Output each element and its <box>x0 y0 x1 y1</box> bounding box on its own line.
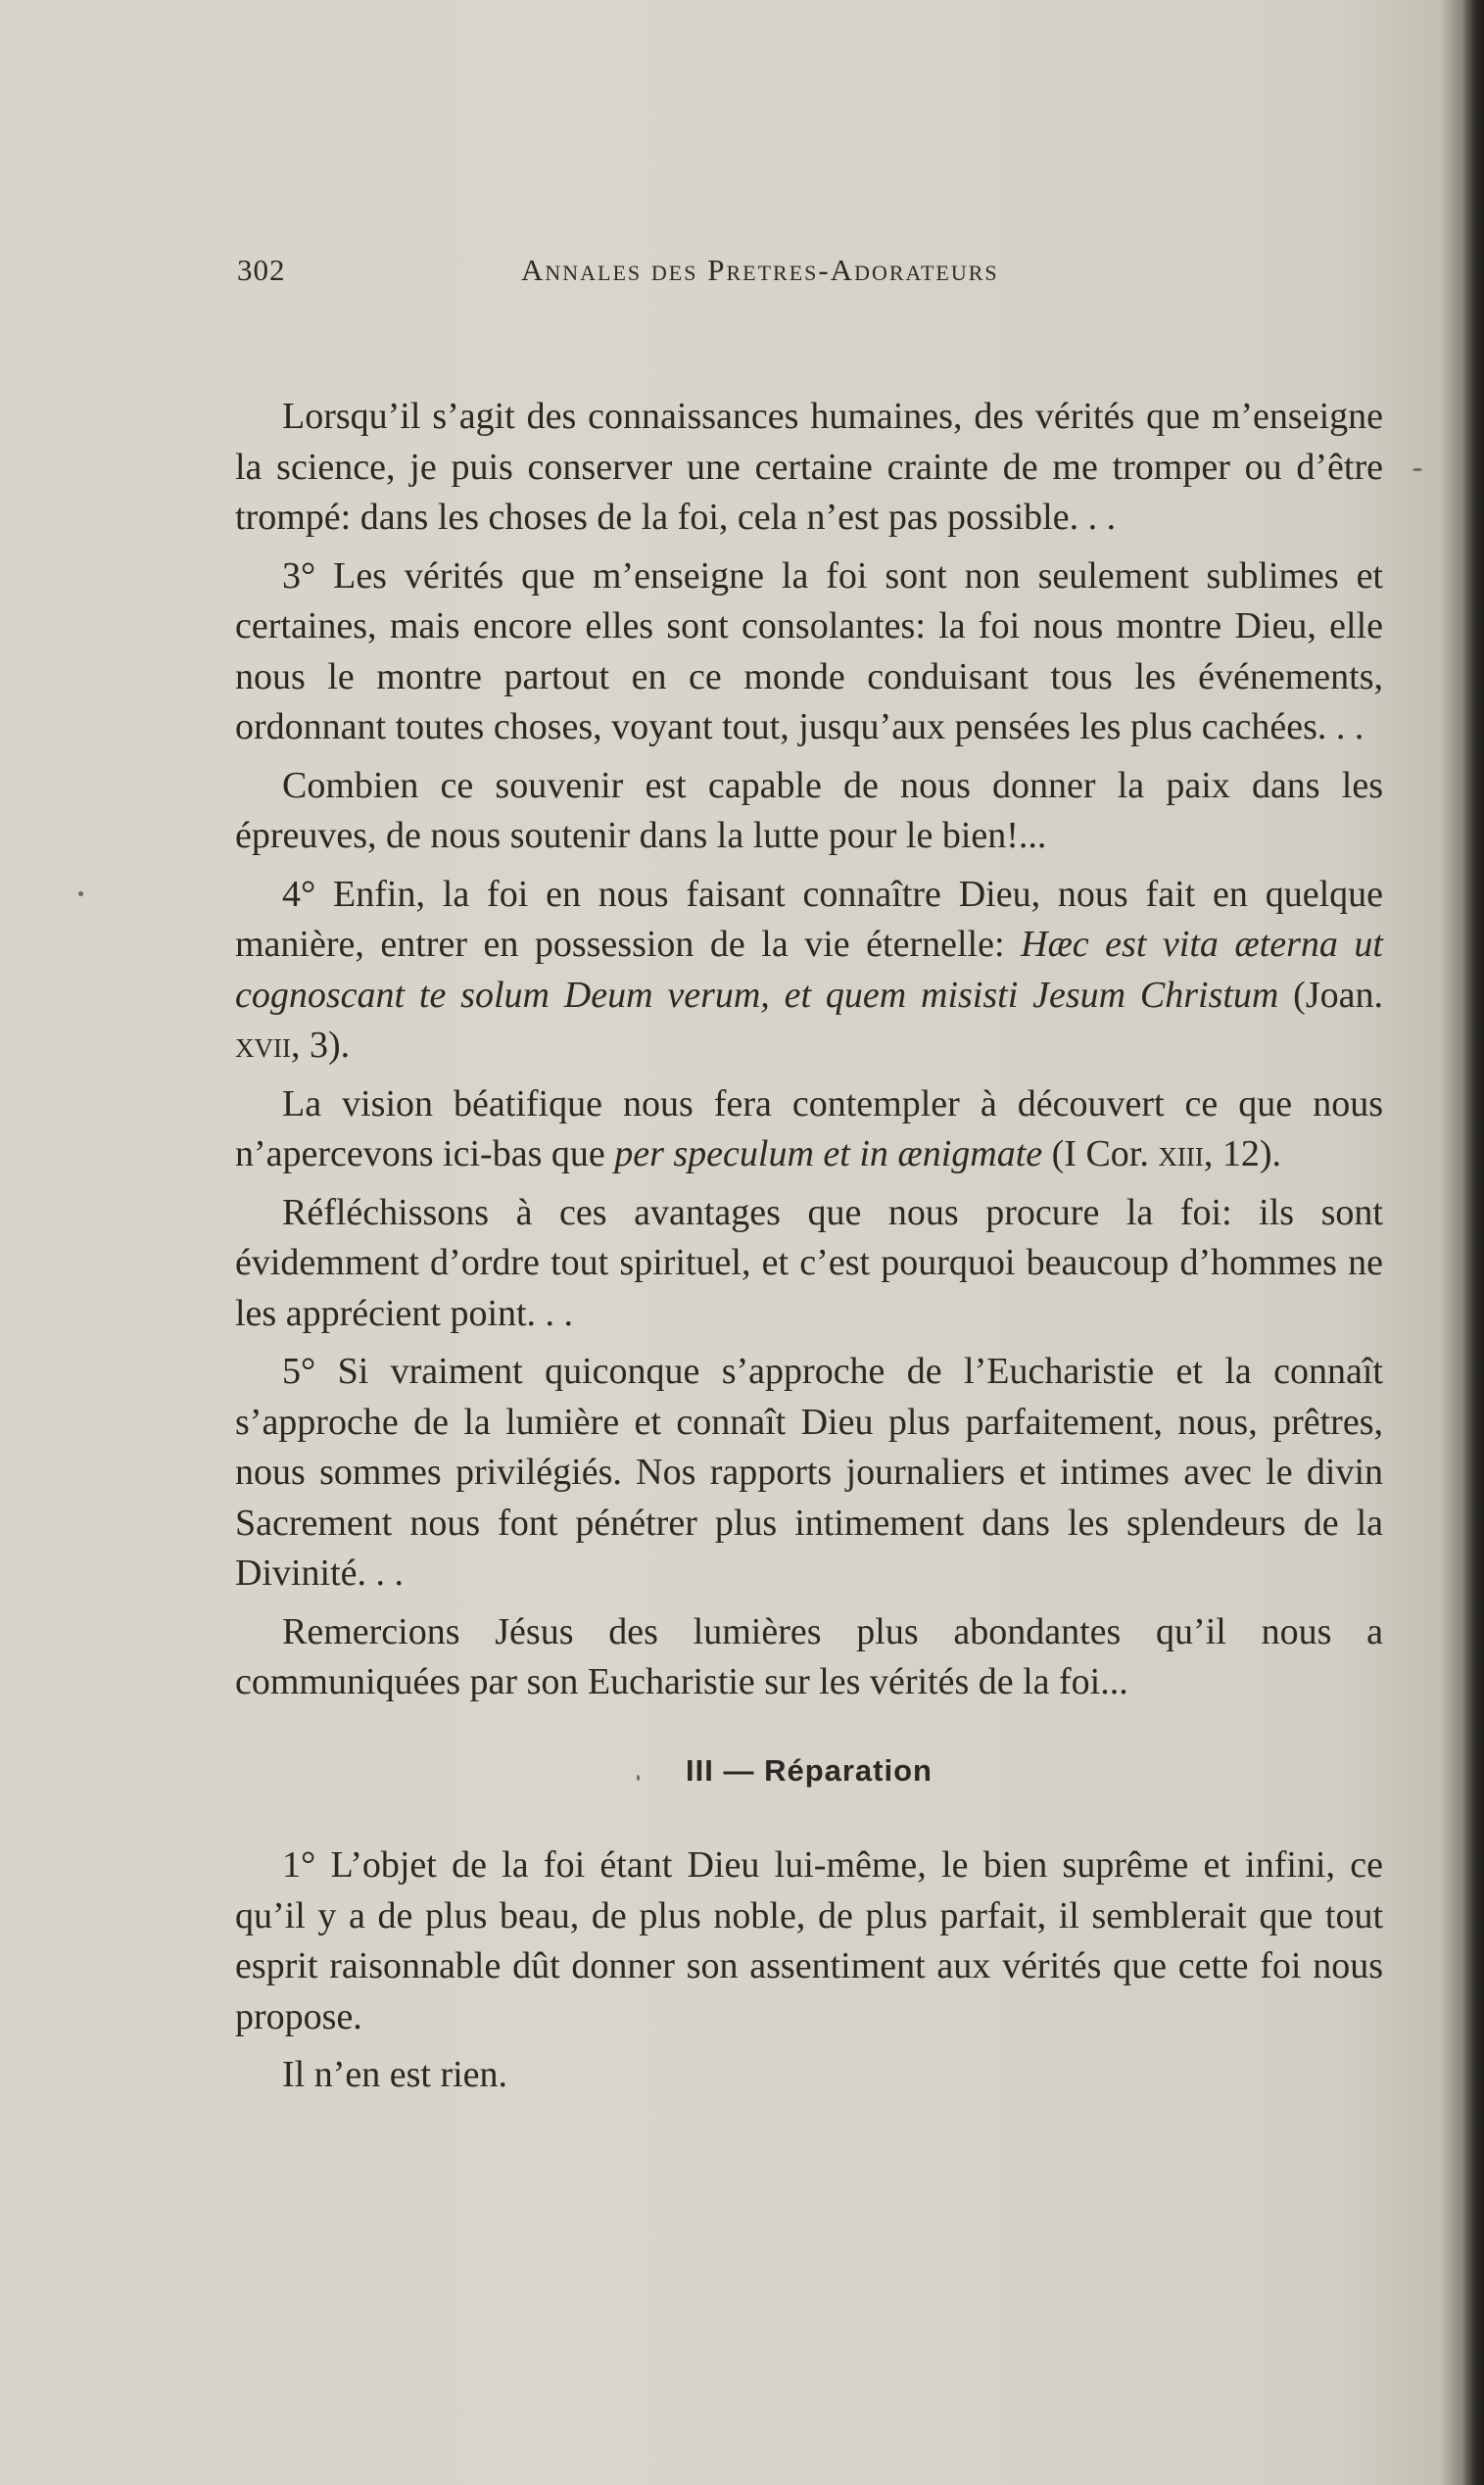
text-run: 4° Enfin, la foi en nous faisant connaître Dieu, nous fait en quelque manière, entrer en possession de la vie éternelle: <box>235 873 1383 965</box>
paragraph: Remercions Jésus des lumières plus abondantes qu’il nous a communiquées par son Eucharistie sur les vérités de la foi... <box>235 1610 1383 1702</box>
chapter-ref: xvii <box>235 1025 291 1066</box>
body-text <box>235 392 1383 2109</box>
text-run: (Joan. <box>1278 974 1383 1016</box>
page-header <box>237 253 1383 296</box>
paragraph: Lorsqu’il s’agit des connaissances humaines, des vérités que m’enseigne la science, je puis conserver une certaine crainte de me tromper ou d’être trompé: dans les choses de la foi, cela n’est pas possible. . . <box>235 396 1383 538</box>
running-title: Annales des Pretres-Adorateurs <box>521 253 999 287</box>
paper-speck <box>78 891 83 896</box>
text-run: La vision béatifique nous fera contempler à découvert ce que nous n’apercevons ici-bas que <box>235 1082 1383 1174</box>
paragraph <box>235 870 1383 1072</box>
page-number: 302 <box>237 253 286 287</box>
chapter-ref: xiii <box>1158 1133 1204 1174</box>
paragraph: Combien ce souvenir est capable de nous donner la paix dans les épreuves, de nous soutenir dans la lutte pour le bien!... <box>235 764 1383 856</box>
text-run: , 3). <box>290 1025 351 1066</box>
paragraph: 3° Les vérités que m’enseigne la foi sont non seulement sublimes et certaines, mais encore elles sont consolantes: la foi nous montre Dieu, elle nous le montre partout en ce monde conduisant tous les événements, ordonnant toutes choses, voyant tout, jusqu’aux pensées les plus cachées. . . <box>235 554 1383 747</box>
latin-quote: per speculum et in ænigmate <box>614 1133 1043 1174</box>
paragraph <box>235 1079 1383 1180</box>
text-run: , 12). <box>1203 1133 1282 1174</box>
paragraph: Réfléchissons à ces avantages que nous procure la foi: ils sont évidemment d’ordre tout spirituel, et c’est pourquoi beaucoup d’hommes ne les apprécient point. . . <box>235 1191 1383 1334</box>
paper-speck <box>1412 468 1422 471</box>
text-run: (I Cor. <box>1042 1133 1159 1174</box>
paragraph: 1° L’objet de la foi étant Dieu lui-même, le bien suprême et infini, ce qu’il y a de plus beau, de plus noble, de plus parfait, il semblerait que tout esprit raisonnable dût donner son assentiment aux vérités que cette foi nous propose. <box>235 1844 1383 2037</box>
paragraph: 5° Si vraiment quiconque s’approche de l’Eucharistie et la connaît s’approche de la lumière et connaît Dieu plus parfaitement, nous, prêtres, nous sommes privilégiés. Nos rapports journaliers et intimes avec le divin Sacrement nous font pénétrer plus intimement dans les splendeurs de la Divinité. . . <box>235 1351 1383 1594</box>
paragraph: Il n’en est rien. <box>282 2054 508 2095</box>
page-edge-shadow <box>1462 0 1484 2485</box>
section-heading: III — Réparation <box>686 1752 933 1788</box>
latin-quote: Hæc est vita æterna ut cognoscant te solum Deum verum, et quem misisti Jesum Christum <box>235 924 1383 1016</box>
